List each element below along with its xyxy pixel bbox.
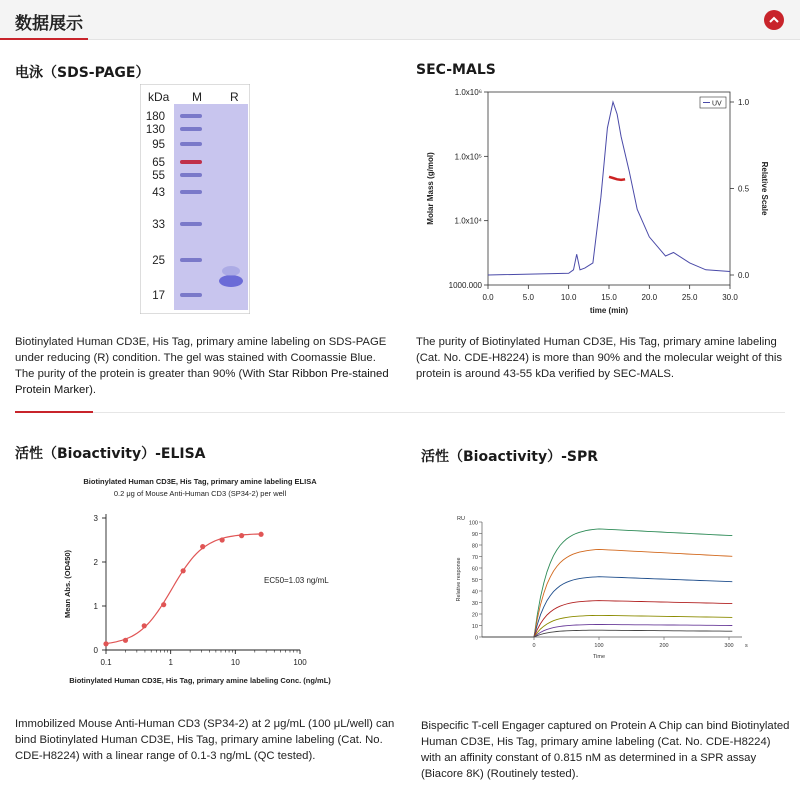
ec50-annotation: EC50=1.03 ng/mL xyxy=(264,576,329,585)
section-title: 数据展示 xyxy=(15,14,83,34)
y-tick-label: 50 xyxy=(471,578,478,584)
y-axis-label: Molar Mass (g/mol) xyxy=(426,152,435,225)
x-tick-label: 10.0 xyxy=(560,293,577,302)
legend-label: UV xyxy=(712,100,722,108)
marker-label: 33 xyxy=(152,219,165,231)
x-tick-label: 0 xyxy=(532,643,536,649)
data-point xyxy=(200,544,205,549)
x-tick-label: 300 xyxy=(724,643,734,649)
data-point xyxy=(123,638,128,643)
spr-chart xyxy=(452,512,770,667)
marker-label: 25 xyxy=(152,255,165,267)
elisa-chart-title: Biotinylated Human CD3E, His Tag, primary amine labeling ELISA xyxy=(83,477,317,486)
x-tick-label: 1 xyxy=(168,658,173,667)
marker-band xyxy=(180,222,202,226)
x-axis-label: time (min) xyxy=(589,306,629,315)
lane-label-r: R xyxy=(230,90,239,104)
sds-page-gel xyxy=(140,84,250,314)
sds-description xyxy=(15,334,390,398)
spr-sensorgram xyxy=(482,615,732,637)
data-point xyxy=(161,602,166,607)
x-tick-label: 25.0 xyxy=(681,293,698,302)
marker-band xyxy=(180,173,202,177)
y-tick-label: 1000.000 xyxy=(448,281,482,290)
data-point xyxy=(258,532,263,537)
molar-mass-trace xyxy=(609,177,625,180)
x-tick-label: 15.0 xyxy=(601,293,617,302)
y-axis-label: Relative response xyxy=(456,557,462,602)
x-tick-label: 5.0 xyxy=(522,293,534,302)
y-tick-label: 60 xyxy=(471,566,478,573)
y-tick-label: 20 xyxy=(471,612,478,619)
data-point xyxy=(103,641,108,646)
y2-tick-label: 0.5 xyxy=(738,184,750,194)
elisa-chart xyxy=(50,470,360,695)
secmals-title: SEC-MALS xyxy=(416,62,496,78)
x-tick-label: 200 xyxy=(659,643,669,649)
x-tick-label: 0.0 xyxy=(482,293,494,302)
y-tick-label: 2 xyxy=(93,558,98,567)
marker-band xyxy=(180,258,202,262)
spr-sensorgram xyxy=(482,549,732,637)
y-tick-label: 0 xyxy=(93,646,98,655)
marker-link[interactable]: Star Ribbon Pre-stained Protein Marker xyxy=(15,368,389,396)
marker-label: 95 xyxy=(152,139,165,151)
section-divider xyxy=(15,412,785,413)
spr-description: Bispecific T-cell Engager captured on Protein A Chip can bind Biotinylated Human CD3E, His Tag, primary amine labeling (Cat. No. CDE-H8224) with an affinity constant of 0.815 nM as determined in a SPR assay (Biacore 8K) (Routinely tested). xyxy=(421,720,790,780)
x-tick-label: 30.0 xyxy=(722,293,738,302)
fit-curve xyxy=(106,534,259,644)
marker-label: 180 xyxy=(145,111,165,123)
y2-tick-label: 1.0 xyxy=(738,98,750,107)
y-unit-label: RU xyxy=(457,516,465,522)
x-tick-label: 0.1 xyxy=(100,658,112,667)
uv-trace xyxy=(488,102,730,275)
sample-band xyxy=(219,275,243,287)
marker-band xyxy=(180,160,202,164)
marker-label: 130 xyxy=(145,124,165,136)
spr-sensorgram xyxy=(482,577,732,637)
data-point xyxy=(142,623,147,628)
y-tick-label: 40 xyxy=(471,589,478,596)
marker-label: 43 xyxy=(152,187,165,199)
sds-desc-main: Biotinylated Human CD3E, His Tag, primary amine labeling on SDS-PAGE under reducing (R) condition. The gel was stained with Coomassie Blue. The purity of the protein is greater than 90% (With xyxy=(15,336,387,380)
marker-label: 65 xyxy=(152,157,165,169)
y2-axis-label: Relative Scale xyxy=(760,161,769,216)
marker-band xyxy=(180,190,202,194)
data-point xyxy=(181,568,186,573)
x-tick-label: 100 xyxy=(594,643,604,649)
y-axis-label: Mean Abs. (OD450) xyxy=(63,549,72,619)
marker-label: 17 xyxy=(152,290,165,302)
data-point xyxy=(239,533,244,538)
y-tick-label: 1.0x10⁴ xyxy=(454,216,482,226)
elisa-title: 活性（Bioactivity）-ELISA xyxy=(15,446,206,462)
collapse-button[interactable] xyxy=(764,10,784,30)
y-tick-label: 0 xyxy=(474,635,478,642)
y-tick-label: 70 xyxy=(471,555,478,561)
y-tick-label: 100 xyxy=(468,520,478,527)
data-point xyxy=(220,537,225,542)
marker-band xyxy=(180,127,202,131)
y-tick-label: 80 xyxy=(471,543,478,550)
spr-sensorgram xyxy=(482,601,732,637)
sds-title: 电泳（SDS-PAGE） xyxy=(15,65,150,81)
y-tick-label: 1 xyxy=(93,602,98,611)
title-underline xyxy=(0,38,88,40)
lane-label-m: M xyxy=(192,90,202,104)
marker-band xyxy=(180,114,202,118)
y2-tick-label: 0.0 xyxy=(738,271,750,280)
y-tick-label: 3 xyxy=(93,514,98,523)
chevron-up-icon xyxy=(764,10,784,30)
x-unit-label: s xyxy=(745,643,748,649)
y-tick-label: 30 xyxy=(471,601,478,607)
x-tick-label: 100 xyxy=(293,658,307,667)
elisa-description: Immobilized Mouse Anti-Human CD3 (SP34-2) at 2 μg/mL (100 μL/well) can bind Biotinylated Human CD3E, His Tag, primary amine labeling (Cat. No. CDE-H8224) with a linear range of 0.1-3 ng/mL (QC tested). xyxy=(15,718,395,762)
marker-band xyxy=(180,293,202,297)
lane-label-kda: kDa xyxy=(148,90,170,104)
sample-smear xyxy=(222,266,240,276)
y-tick-label: 90 xyxy=(471,532,478,538)
x-tick-label: 10 xyxy=(230,658,240,667)
x-axis-label: Biotinylated Human CD3E, His Tag, primary amine labeling Conc. (ng/mL) xyxy=(69,676,331,685)
marker-label: 55 xyxy=(152,170,165,182)
spr-sensorgram xyxy=(482,630,732,637)
sds-desc-tail: ). xyxy=(89,384,96,396)
y-tick-label: 10 xyxy=(471,624,478,630)
x-axis-label: Time xyxy=(592,654,606,660)
secmals-description: The purity of Biotinylated Human CD3E, His Tag, primary amine labeling (Cat. No. CDE-H8224) is more than 90% and the molecular weight of this protein is around 43-55 kDa verified by SEC-MALS. xyxy=(416,336,783,380)
marker-band xyxy=(180,142,202,146)
elisa-chart-subtitle: 0.2 μg of Mouse Anti-Human CD3 (SP34-2) per well xyxy=(113,489,287,498)
secmals-chart xyxy=(418,82,788,318)
divider-accent xyxy=(15,411,93,413)
spr-sensorgram xyxy=(482,529,732,637)
y-tick-label: 1.0x10⁵ xyxy=(454,152,482,162)
x-tick-label: 20.0 xyxy=(641,293,658,302)
section-header xyxy=(0,0,800,40)
y-tick-label: 1.0x10⁶ xyxy=(454,88,482,97)
spr-title: 活性（Bioactivity）-SPR xyxy=(421,449,599,465)
